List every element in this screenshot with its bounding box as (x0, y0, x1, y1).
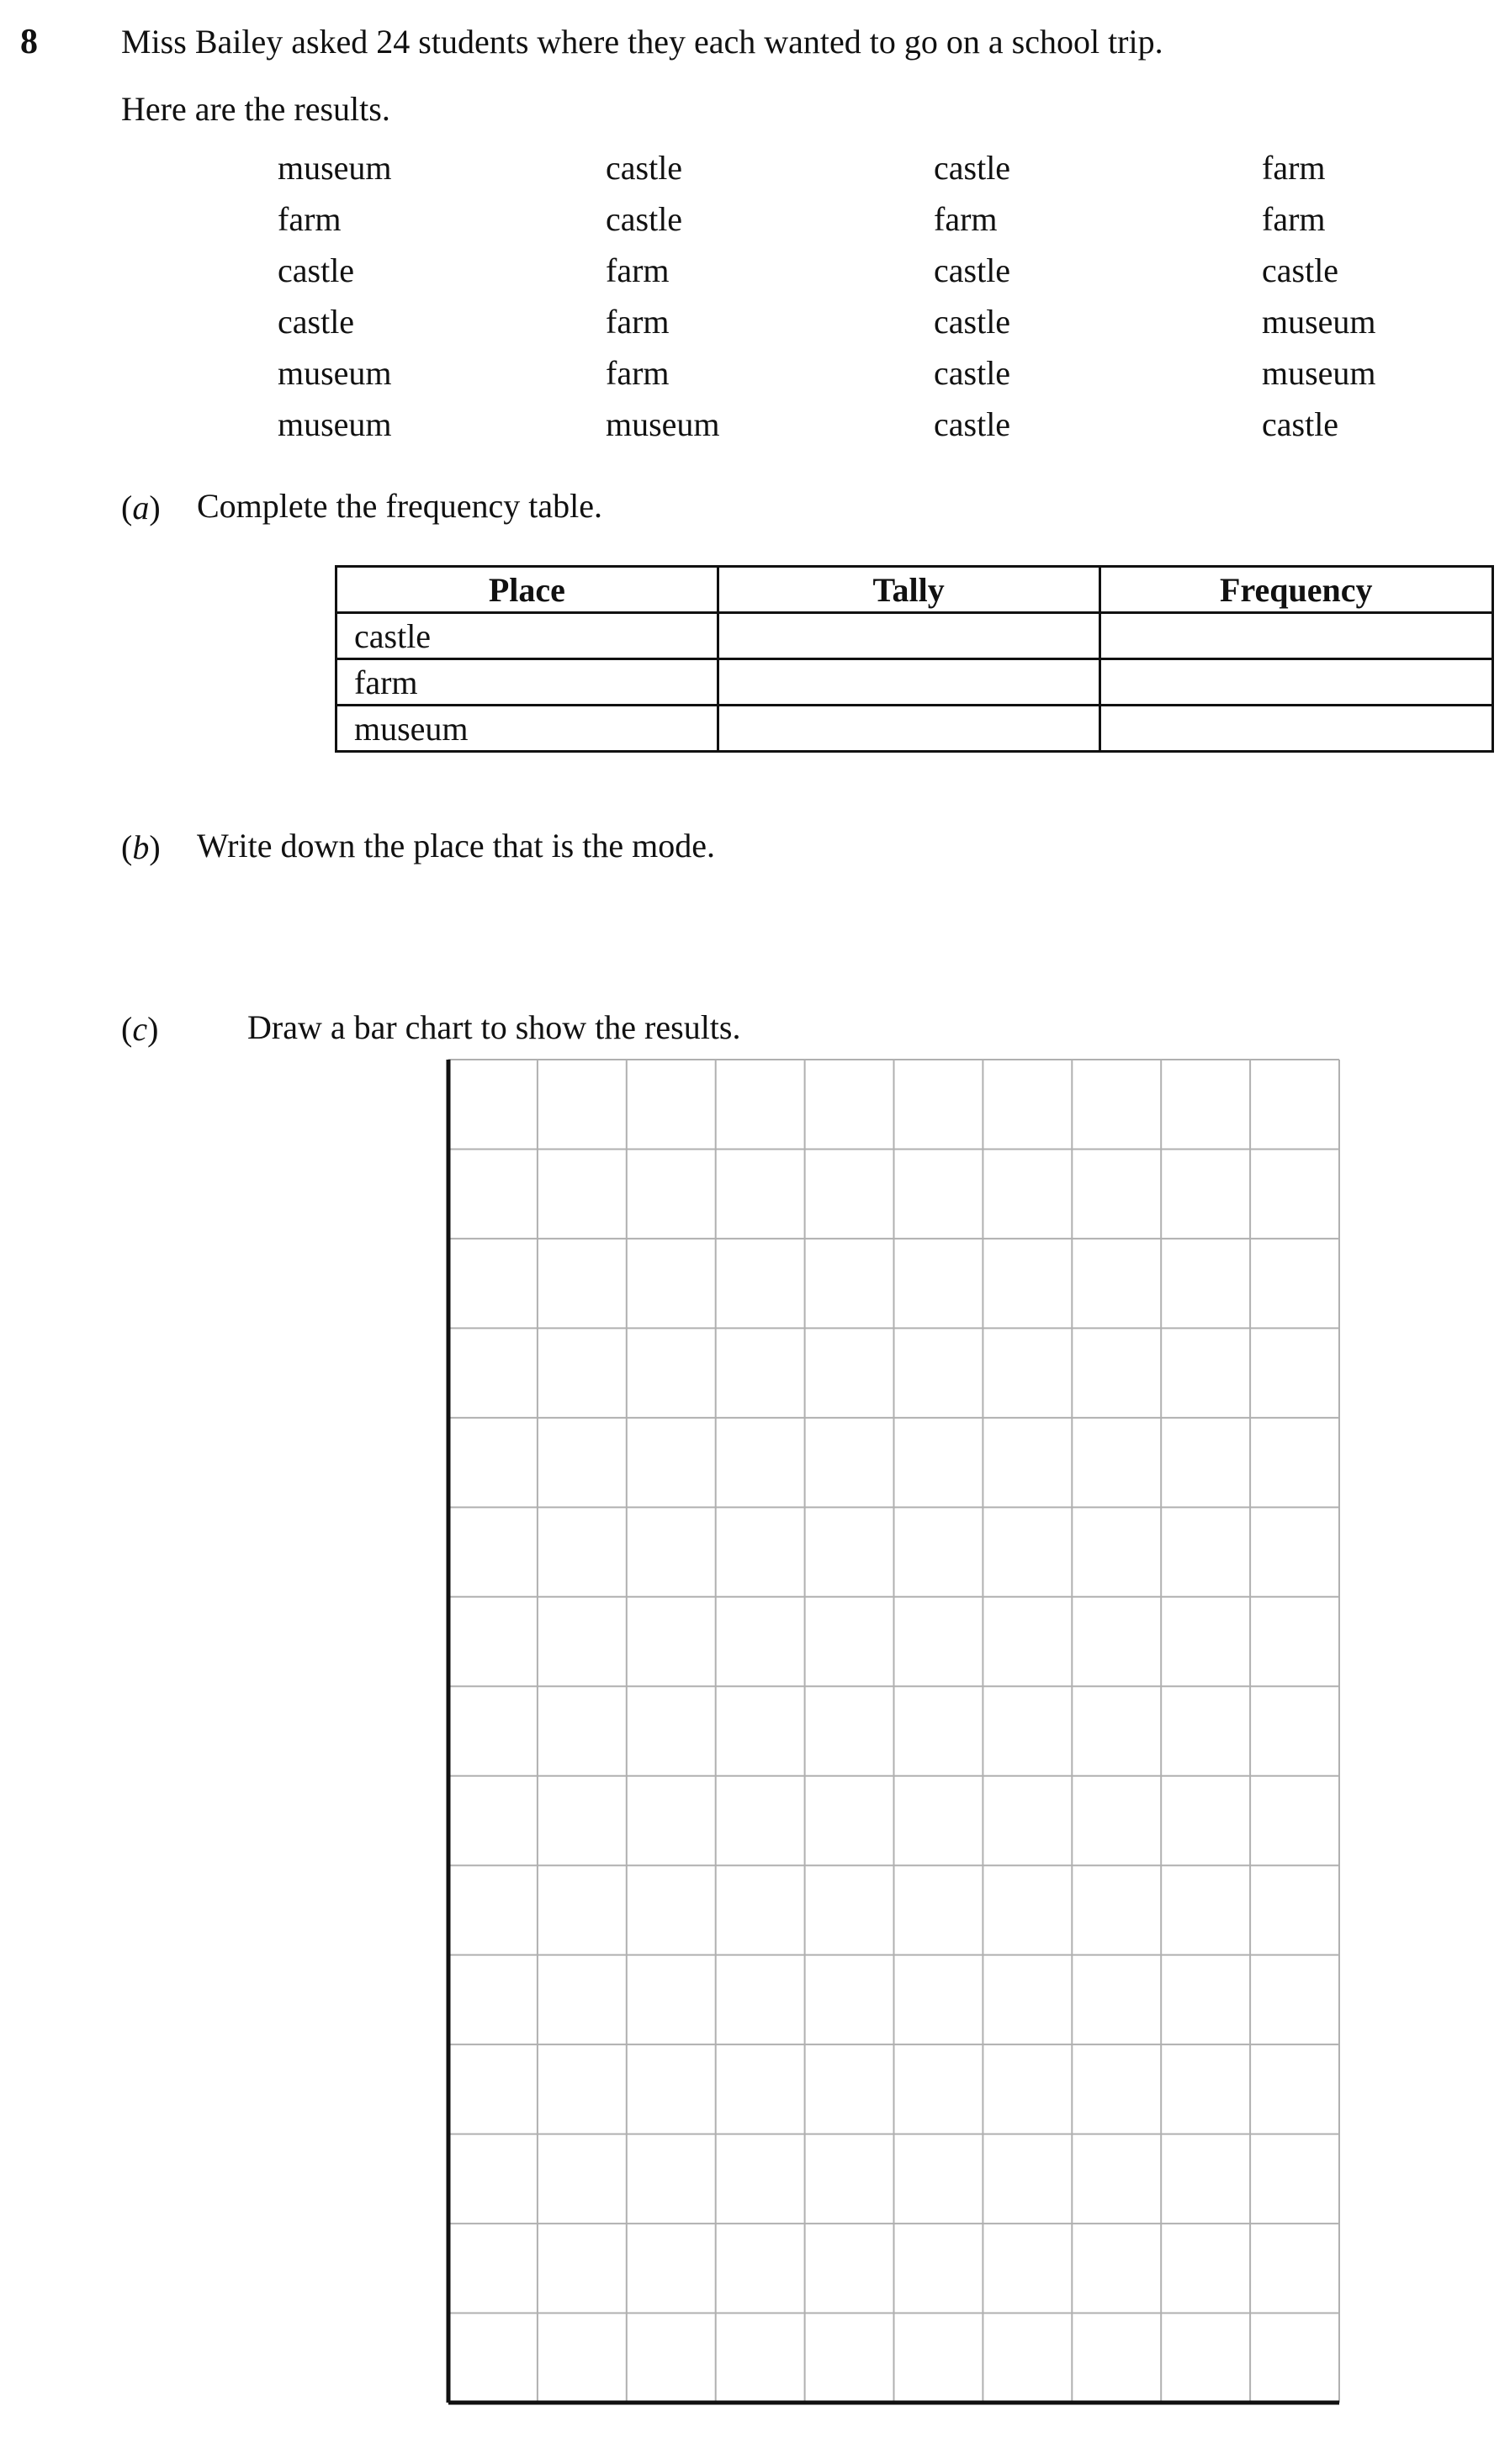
part-c-prompt: Draw a bar chart to show the results. (247, 1008, 741, 1046)
result-item: castle (606, 149, 683, 187)
result-item: farm (606, 251, 670, 289)
result-item: castle (1262, 251, 1339, 289)
result-item: farm (606, 354, 670, 392)
result-item: farm (1262, 149, 1326, 187)
result-item: farm (278, 200, 342, 238)
part-c-label: (c) (121, 1010, 159, 1048)
part-a-prompt: Complete the frequency table. (197, 487, 603, 525)
result-item: museum (606, 405, 720, 443)
result-item: museum (278, 354, 392, 392)
part-b-prompt: Write down the place that is the mode. (197, 827, 715, 865)
result-item: museum (278, 405, 392, 443)
header-tally: Tally (718, 567, 1099, 613)
header-place: Place (336, 567, 718, 613)
tally-cell[interactable] (718, 659, 1099, 706)
result-item: castle (934, 149, 1011, 187)
part-b-label: (b) (121, 828, 161, 866)
result-item: castle (278, 251, 355, 289)
tally-cell[interactable] (718, 706, 1099, 752)
result-item: castle (1262, 405, 1339, 443)
place-cell: farm (336, 659, 718, 706)
bar-chart-grid[interactable] (446, 1057, 1342, 2405)
frequency-cell[interactable] (1099, 659, 1493, 706)
result-item: castle (934, 251, 1011, 289)
table-row (336, 706, 1493, 752)
result-item: farm (1262, 200, 1326, 238)
question-intro: Miss Bailey asked 24 students where they each wanted to go on a school trip. (121, 23, 1163, 61)
result-item: castle (934, 405, 1011, 443)
result-item: museum (1262, 303, 1376, 341)
question-number: 8 (20, 23, 38, 61)
frequency-table (335, 565, 1494, 753)
table-row (336, 659, 1493, 706)
results-intro: Here are the results. (121, 90, 390, 128)
result-item: museum (1262, 354, 1376, 392)
grid-paper[interactable] (446, 1057, 1342, 2405)
results-list (278, 151, 1455, 454)
frequency-cell[interactable] (1099, 613, 1493, 659)
frequency-table-header (336, 567, 1493, 613)
part-a-label: (a) (121, 489, 161, 526)
table-row (336, 613, 1493, 659)
result-item: castle (934, 303, 1011, 341)
place-cell: castle (336, 613, 718, 659)
tally-cell[interactable] (718, 613, 1099, 659)
frequency-cell[interactable] (1099, 706, 1493, 752)
result-item: museum (278, 149, 392, 187)
result-item: castle (278, 303, 355, 341)
result-item: farm (606, 303, 670, 341)
header-frequency: Frequency (1099, 567, 1493, 613)
result-item: castle (606, 200, 683, 238)
result-item: castle (934, 354, 1011, 392)
result-item: farm (934, 200, 998, 238)
place-cell: museum (336, 706, 718, 752)
